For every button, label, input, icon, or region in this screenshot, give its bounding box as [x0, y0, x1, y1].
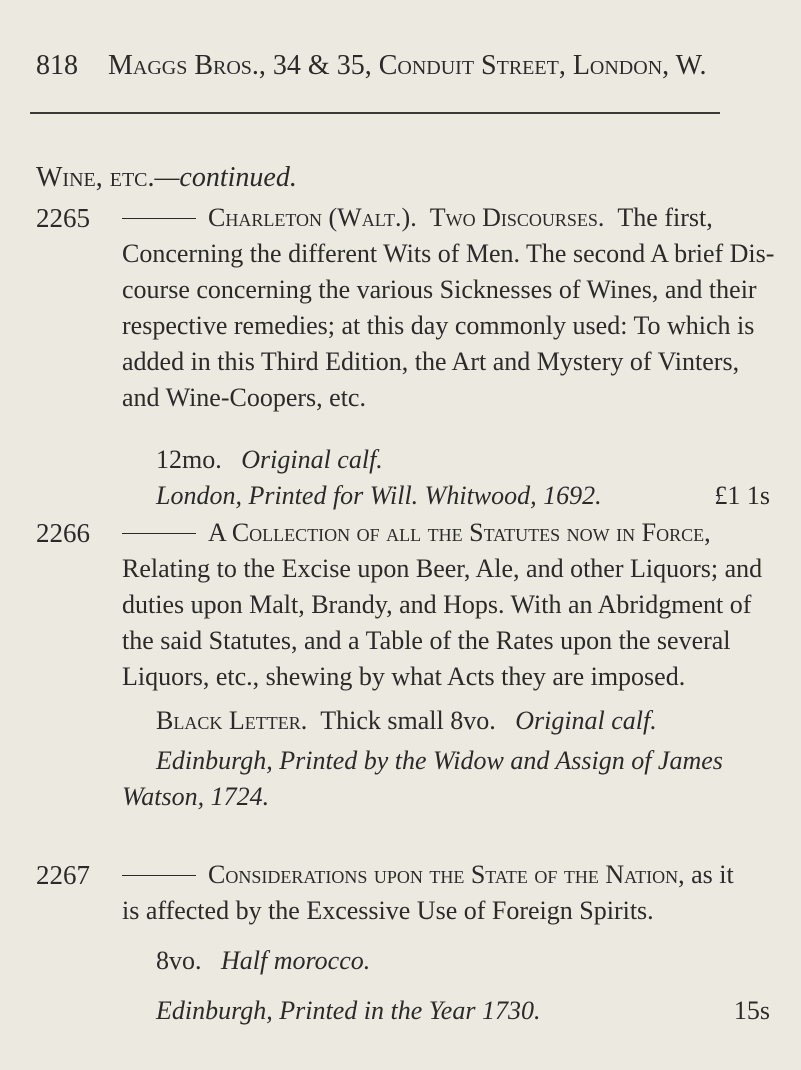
entry-price: 15s — [733, 996, 770, 1025]
entry-imprint: Edinburgh, Printed in the Year 1730. — [156, 996, 541, 1025]
entry-text-line: Relating to the Excise upon Beer, Ale, and other Liquors; and — [122, 554, 763, 583]
entry-format: Thick small 8vo. — [320, 706, 496, 735]
entry-imprint-cont: Watson, 1724. — [122, 782, 270, 811]
entry-title: A Collection of all the Statutes now in Force, — [208, 518, 711, 547]
entry-price: £1 1s — [714, 481, 770, 510]
entry-text-line: added in this Third Edition, the Art and Mystery of Vinters, — [122, 347, 740, 376]
entry-text-line: respective remedies; at this day commonly used: To which is — [122, 311, 755, 340]
entry-body — [122, 857, 782, 1029]
ditto-dash — [122, 533, 196, 534]
entry-text: The first, — [617, 203, 713, 232]
entry-imprint-row — [122, 993, 782, 1029]
lot-number: 2265 — [36, 203, 90, 233]
entry-title: Considerations upon the State of the Nation, — [208, 860, 685, 889]
ditto-dash — [122, 218, 196, 219]
entry-imprint: London, Printed for Will. Whitwood, 1692. — [156, 481, 602, 510]
entry-text-line: the said Statutes, and a Table of the Rates upon the several — [122, 626, 731, 655]
entry-first-line — [122, 857, 782, 893]
publisher-line: Maggs Bros., 34 & 35, Conduit Street, London, W. — [108, 50, 707, 81]
entry-format: 12mo. — [156, 445, 222, 474]
header-rule — [30, 112, 720, 114]
section-title: Wine, etc. — [36, 162, 155, 193]
entry-binding: Half morocco. — [221, 946, 371, 975]
entry-title-rest: as it — [691, 860, 734, 889]
entry-format-line — [122, 442, 782, 478]
entry-imprint: Edinburgh, Printed by the Widow and Assign of James — [156, 746, 723, 775]
lot-number: 2266 — [36, 518, 90, 548]
entry-imprint-row — [122, 478, 782, 514]
entry-format-line — [122, 703, 782, 739]
section-heading — [36, 162, 297, 194]
entry-text-line: course concerning the various Sicknesses of Wines, and their — [122, 275, 757, 304]
lot-number: 2267 — [36, 860, 90, 890]
entry-format-line — [122, 943, 782, 979]
entry-binding: Original calf. — [241, 445, 383, 474]
ditto-dash — [122, 875, 196, 876]
section-continued: —continued. — [154, 162, 297, 193]
entry-first-line — [122, 515, 782, 551]
entry-body — [122, 515, 782, 815]
entry-title: Two Discourses. — [429, 203, 605, 232]
page-number: 818 — [36, 50, 78, 81]
entry-letter: Black Letter. — [156, 706, 308, 735]
entry-text-line: Liquors, etc., shewing by what Acts they are imposed. — [122, 662, 686, 691]
entry-body — [122, 200, 782, 514]
entry-format: 8vo. — [156, 946, 202, 975]
entry-binding: Original calf. — [515, 706, 657, 735]
page-header — [36, 52, 707, 80]
entry-first-line — [122, 200, 782, 236]
entry-author: Charleton (Walt.). — [208, 203, 417, 232]
entry-text-line: duties upon Malt, Brandy, and Hops. With an Abridgment of — [122, 590, 752, 619]
entry-text-line: is affected by the Excessive Use of Foreign Spirits. — [122, 896, 654, 925]
entry-text-line: Concerning the different Wits of Men. The second A brief Dis- — [122, 239, 775, 268]
entry-text-line: and Wine-Coopers, etc. — [122, 383, 366, 412]
